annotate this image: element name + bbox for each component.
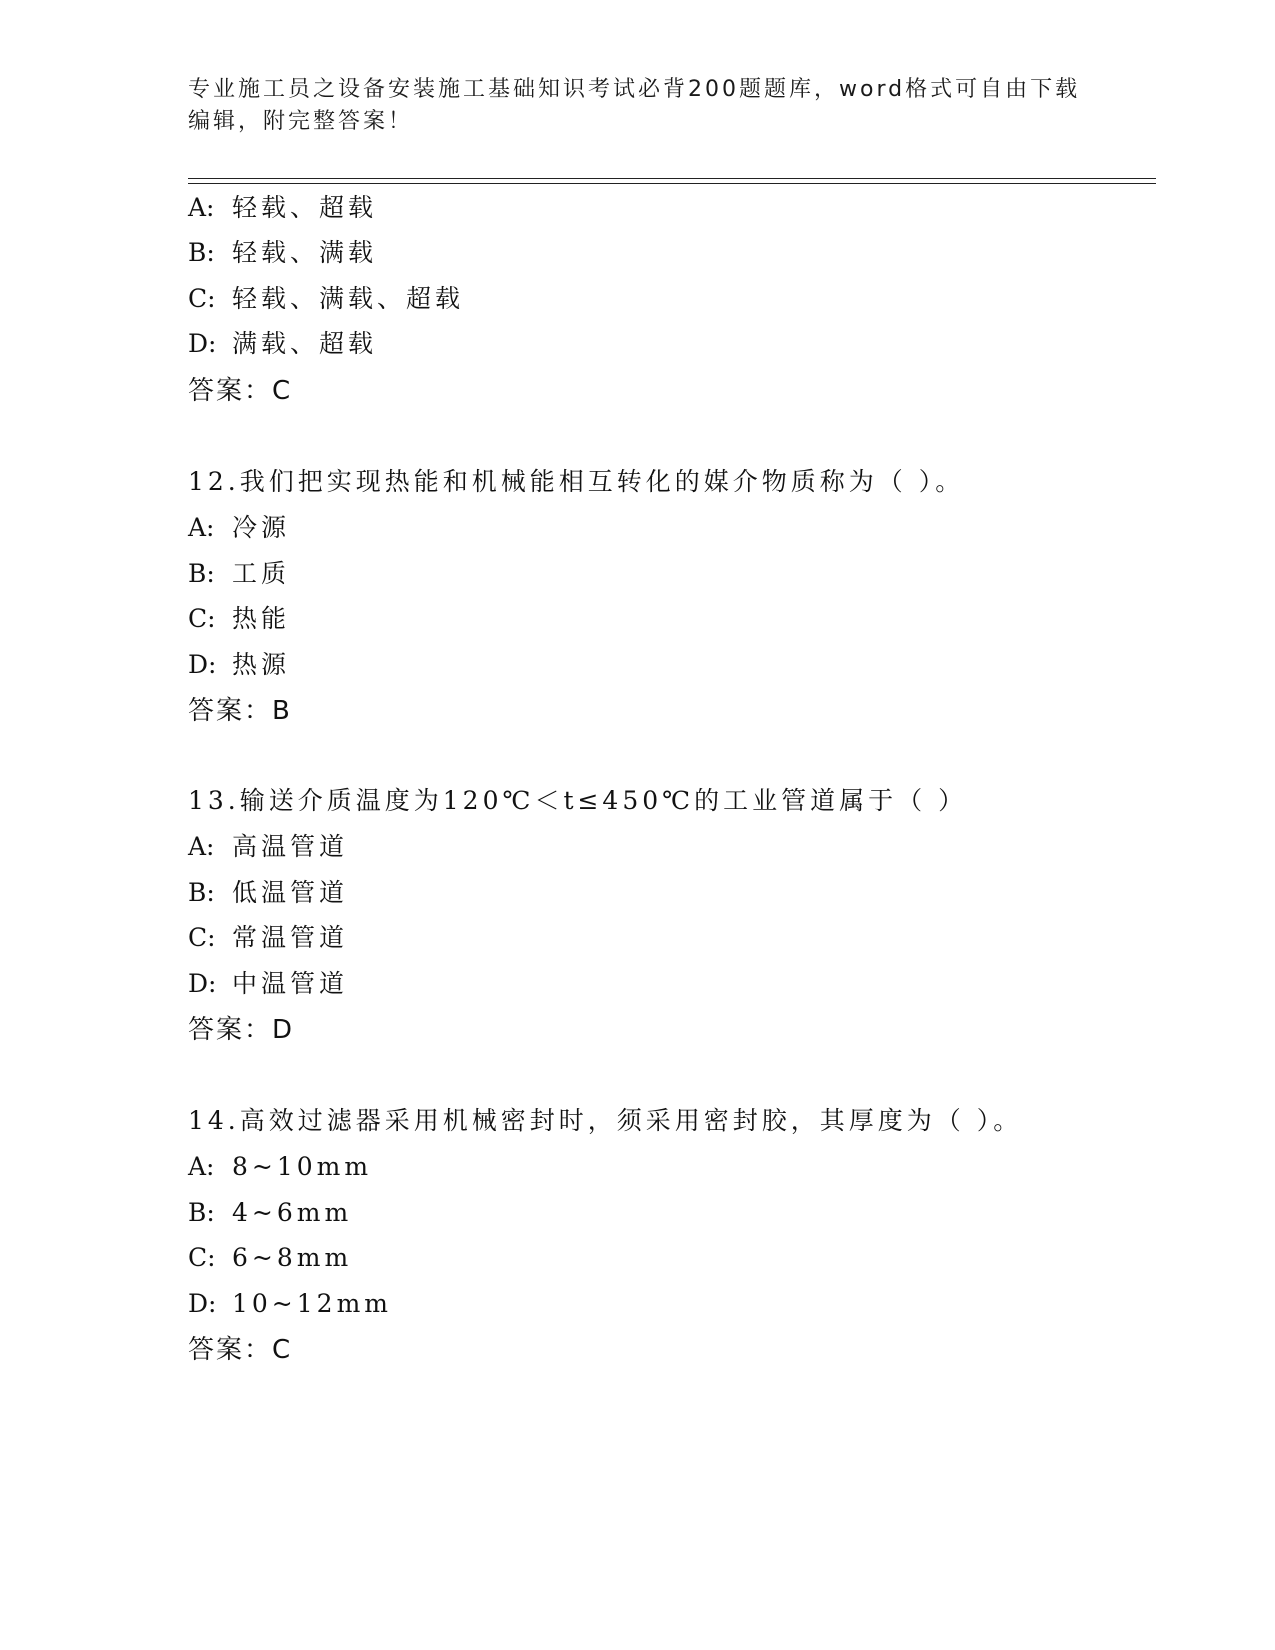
option-letter: B: xyxy=(188,878,215,907)
option-text: 10~12mm xyxy=(232,1289,392,1318)
q12-answer: 答案：B xyxy=(188,696,292,726)
q13-option-a xyxy=(188,830,348,864)
q13-option-c xyxy=(188,921,348,955)
header-divider-bottom xyxy=(188,183,1156,184)
q13-option-d xyxy=(188,967,348,1001)
q11-option-b xyxy=(188,236,377,270)
option-text: 轻载、满载、超载 xyxy=(232,284,465,313)
option-text: 热能 xyxy=(232,604,291,633)
option-letter: B: xyxy=(188,1198,215,1227)
option-text: 低温管道 xyxy=(232,878,349,907)
header-line-1: 专业施工员之设备安装施工基础知识考试必背200题题库，word格式可自由下载 xyxy=(188,77,1081,102)
option-letter: A: xyxy=(188,513,215,542)
option-letter: A: xyxy=(188,193,215,222)
option-letter: C: xyxy=(188,604,216,633)
option-text: 中温管道 xyxy=(232,969,349,998)
q14-answer: 答案：C xyxy=(188,1335,293,1365)
q11-option-c xyxy=(188,282,464,316)
option-letter: C: xyxy=(188,923,216,952)
option-text: 高温管道 xyxy=(232,832,349,861)
q14-option-a xyxy=(188,1150,372,1184)
q12-option-a xyxy=(188,511,290,545)
q12-option-c xyxy=(188,602,290,636)
option-text: 热源 xyxy=(232,650,291,679)
option-text: 轻载、满载 xyxy=(232,238,378,267)
option-letter: C: xyxy=(188,284,216,313)
q11-option-a xyxy=(188,191,377,225)
document-header xyxy=(188,74,1088,138)
option-letter: A: xyxy=(188,832,215,861)
header-divider-top xyxy=(188,178,1156,179)
option-text: 8~10mm xyxy=(232,1152,373,1181)
q12-option-b xyxy=(188,557,290,591)
q14-option-d xyxy=(188,1287,392,1321)
option-letter: D: xyxy=(188,650,217,679)
option-text: 6~8mm xyxy=(232,1243,353,1272)
q14-option-c xyxy=(188,1241,352,1275)
option-letter: D: xyxy=(188,329,217,358)
option-text: 常温管道 xyxy=(232,923,349,952)
header-line-2: 编辑，附完整答案！ xyxy=(188,109,414,134)
option-text: 冷源 xyxy=(232,513,291,542)
option-letter: D: xyxy=(188,969,217,998)
q12-option-d xyxy=(188,648,290,682)
option-letter: A: xyxy=(188,1152,215,1181)
q14-question: 14.高效过滤器采用机械密封时，须采用密封胶，其厚度为（ ）。 xyxy=(188,1106,1023,1135)
option-text: 工质 xyxy=(232,559,291,588)
q13-option-b xyxy=(188,876,348,910)
q11-answer: 答案：C xyxy=(188,376,293,406)
q13-answer: 答案：D xyxy=(188,1015,295,1045)
option-text: 轻载、超载 xyxy=(232,193,378,222)
option-text: 4~6mm xyxy=(232,1198,353,1227)
option-letter: B: xyxy=(188,559,215,588)
option-letter: C: xyxy=(188,1243,216,1272)
option-letter: D: xyxy=(188,1289,217,1318)
q11-option-d xyxy=(188,327,377,361)
option-text: 满载、超载 xyxy=(232,329,378,358)
option-letter: B: xyxy=(188,238,215,267)
q13-question: 13.输送介质温度为120℃＜t≤450℃的工业管道属于（ ） xyxy=(188,786,968,815)
q14-option-b xyxy=(188,1196,352,1230)
q12-question: 12.我们把实现热能和机械能相互转化的媒介物质称为（ ）。 xyxy=(188,467,965,496)
